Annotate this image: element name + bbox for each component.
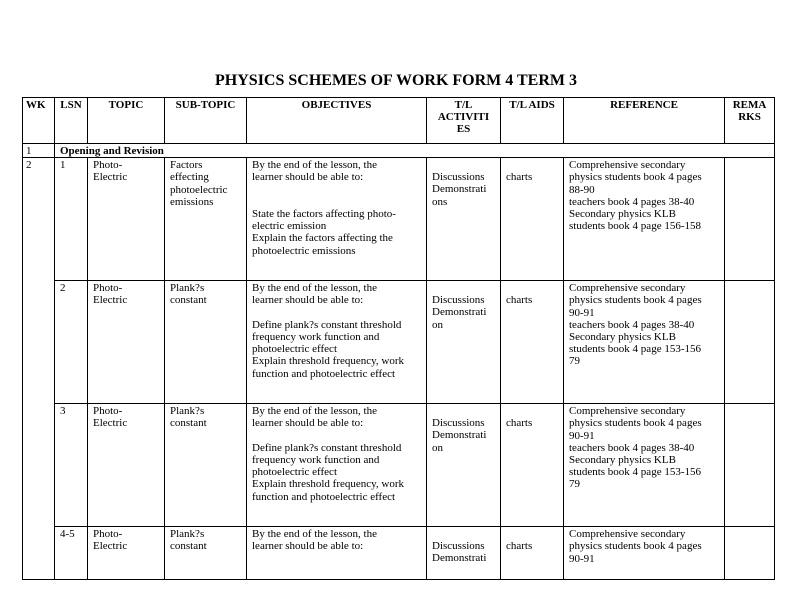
activities-cell: Discussions Demonstrati on <box>427 404 501 527</box>
aids-cell: charts <box>501 527 564 580</box>
scheme-table <box>22 97 775 580</box>
section-row <box>23 144 775 158</box>
objectives-cell: By the end of the lesson, the learner should be able to: State the factors affecting photo- electric emission Explain the factors affecting the photoelectric emissions <box>247 158 427 281</box>
table-row <box>23 404 775 527</box>
lesson-cell: 1 <box>55 158 88 281</box>
reference-cell: Comprehensive secondary physics students book 4 pages 90-91 teachers book 4 pages 38-40 Secondary physics KLB students book 4 page 153-156 79 <box>564 281 725 404</box>
objectives-cell: By the end of the lesson, the learner should be able to: Define plank?s constant threshold frequency work function and photoelectric effect Explain threshold frequency, work function and photoelectric effect <box>247 404 427 527</box>
objectives-cell: By the end of the lesson, the learner should be able to: Define plank?s constant threshold frequency work function and photoelectric effect Explain threshold frequency, work function and photoelectric effect <box>247 281 427 404</box>
header-row <box>23 98 775 144</box>
topic-cell: Photo- Electric <box>88 527 165 580</box>
header-aids: T/L AIDS <box>501 98 564 144</box>
page-title: PHYSICS SCHEMES OF WORK FORM 4 TERM 3 <box>215 72 577 89</box>
activities-cell: Discussions Demonstrati <box>427 527 501 580</box>
reference-cell: Comprehensive secondary physics students book 4 pages 88-90 teachers book 4 pages 38-40 Secondary physics KLB students book 4 page 156-158 <box>564 158 725 281</box>
subtopic-cell: Plank?s constant <box>165 404 247 527</box>
week-cell: 2 <box>23 158 55 580</box>
lesson-cell: 4-5 <box>55 527 88 580</box>
week-cell: 1 <box>23 144 55 158</box>
lesson-cell: 3 <box>55 404 88 527</box>
table-row <box>23 527 775 580</box>
remarks-cell <box>725 158 775 281</box>
reference-cell: Comprehensive secondary physics students book 4 pages 90-91 <box>564 527 725 580</box>
activities-cell: Discussions Demonstrati ons <box>427 158 501 281</box>
header-activities: T/L ACTIVITI ES <box>427 98 501 144</box>
table-row <box>23 158 775 281</box>
objectives-cell: By the end of the lesson, the learner should be able to: <box>247 527 427 580</box>
section-label: Opening and Revision <box>55 144 775 158</box>
header-lsn: LSN <box>55 98 88 144</box>
header-objectives: OBJECTIVES <box>247 98 427 144</box>
topic-cell: Photo- Electric <box>88 281 165 404</box>
header-reference: REFERENCE <box>564 98 725 144</box>
subtopic-cell: Plank?s constant <box>165 527 247 580</box>
header-topic: TOPIC <box>88 98 165 144</box>
remarks-cell <box>725 404 775 527</box>
lesson-cell: 2 <box>55 281 88 404</box>
header-subtopic: SUB-TOPIC <box>165 98 247 144</box>
topic-cell: Photo- Electric <box>88 158 165 281</box>
aids-cell: charts <box>501 404 564 527</box>
topic-cell: Photo- Electric <box>88 404 165 527</box>
table-row <box>23 281 775 404</box>
reference-cell: Comprehensive secondary physics students book 4 pages 90-91 teachers book 4 pages 38-40 Secondary physics KLB students book 4 page 153-156 79 <box>564 404 725 527</box>
remarks-cell <box>725 281 775 404</box>
subtopic-cell: Plank?s constant <box>165 281 247 404</box>
aids-cell: charts <box>501 281 564 404</box>
remarks-cell <box>725 527 775 580</box>
subtopic-cell: Factors effecting photoelectric emissions <box>165 158 247 281</box>
activities-cell: Discussions Demonstrati on <box>427 281 501 404</box>
aids-cell: charts <box>501 158 564 281</box>
header-wk: WK <box>23 98 55 144</box>
header-remarks: REMA RKS <box>725 98 775 144</box>
